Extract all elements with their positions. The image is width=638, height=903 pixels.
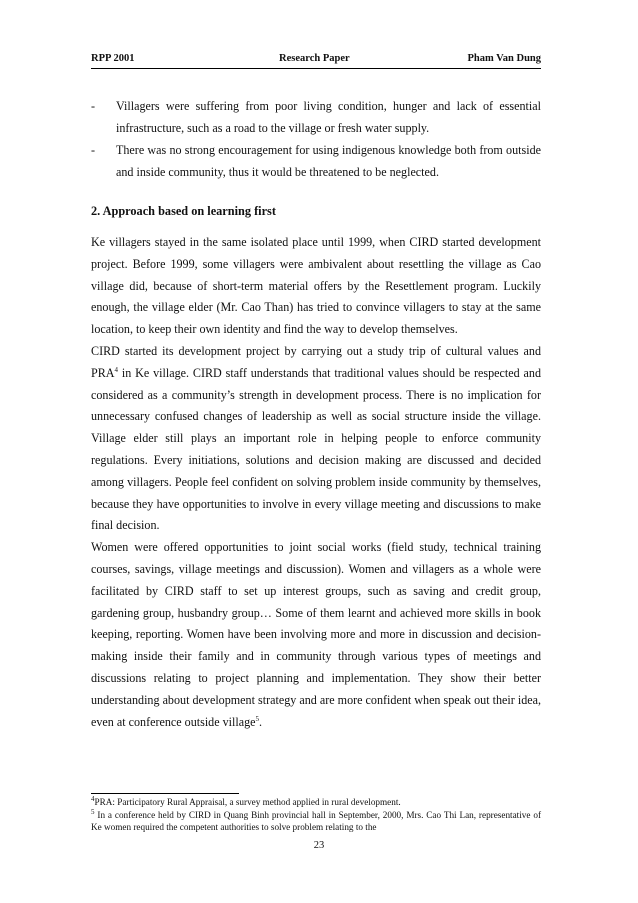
page-number: 23 [313,840,325,851]
footnote-text: PRA: Participatory Rural Appraisal, a survey method applied in rural development. [94,797,401,807]
paragraph-3-text-b: . [259,714,263,729]
page-header [91,52,541,69]
bullet-item [91,95,541,139]
footnotes [91,796,541,834]
footnote-ref-4: 4 [114,365,119,374]
bullet-marker: - [91,99,96,113]
header-right: Pham Van Dung [467,53,541,64]
main-content [91,95,541,733]
footnote-ref-5: 5 [255,714,260,723]
paragraph-2-text-a: CIRD started its development project by carrying out a study trip of cultural values and PRA [91,343,541,380]
bullet-item [91,139,541,183]
footnote-divider [91,793,239,794]
footnote-mark: 5 [91,807,95,816]
header-left: RPP 2001 [91,53,135,64]
paragraph-1: Ke villagers stayed in the same isolated place until 1999, when CIRD started development project. Before 1999, some villagers were ambivalent about resettling the village as Cao village did, because of short-term material offers by the Resettlement program. Luckily enough, the village elder (Mr. Cao Than) has tried to convince villagers to stay at the same location, to keep their own identity and find the way to develop themselves. [91,235,541,337]
footnote [91,809,541,834]
paragraph-2-text-b: in Ke village. CIRD staff understands that traditional values should be respected and considered as a community’s strength in development process. There is no implication for unnecessary confused changes of leadership as well as social structure inside the village. Village elder still plays an important role in helping people to enforce community regulations. Every initiations, solutions and decision making are discussed and decided among villagers. People feel confident on solving problem inside community by themselves, because they have opportunities to involve in every village meeting and discussions to make final decision. [91,365,541,533]
footnote [91,796,541,809]
footnote-text: In a conference held by CIRD in Quang Binh provincial hall in September, 2000, Mrs. Cao Thi Lan, representative of Ke women required the competent authorities to solve problem relating to the [91,809,541,832]
bullet-text: There was no strong encouragement for using indigenous knowledge both from outside and inside community, thus it would be threatened to be neglected. [116,143,541,179]
footnote-mark: 4 [91,794,95,803]
bullet-marker: - [91,143,96,157]
paragraph-3-text-a: Women were offered opportunities to joint social works (field study, technical training courses, savings, village meetings and discussion). Women and villagers as a whole were facilitated by CIRD staff to set up interest groups, such as saving and credit group, gardening group, husbandry group… Some of them learnt and achieved more skills in book keeping, reporting. Women have been involving more and more in discussion and decision-making inside their family and in community through various types of meetings and discussions relating to project planning and implementation. They show their better understanding about development strategy and are more confident when speak out their idea, even at conference outside village [91,540,541,729]
paragraph-3 [91,537,541,733]
bullet-text: Villagers were suffering from poor living condition, hunger and lack of essential infrastructure, such as a road to the village or fresh water supply. [116,99,541,135]
section-heading: 2. Approach based on learning first [91,204,276,218]
header-center: Research Paper [279,53,350,64]
paragraph-2 [91,341,541,537]
